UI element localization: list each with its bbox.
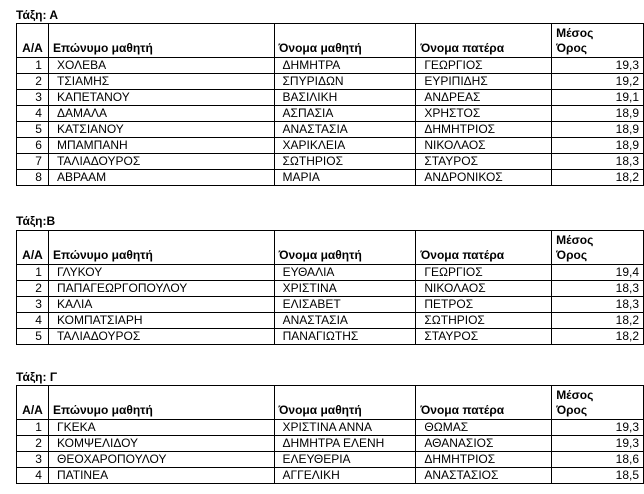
row-num: 4 bbox=[17, 106, 49, 122]
row-average: 19,2 bbox=[552, 74, 644, 90]
row-father-name: ΣΤΑΥΡΟΣ bbox=[416, 329, 552, 345]
section-title: Τάξη: Α bbox=[16, 8, 59, 22]
row-num: 6 bbox=[17, 138, 49, 154]
row-average: 18,2 bbox=[552, 313, 644, 329]
row-surname: ΚΟΜΠΑΤΣΙΑΡΗ bbox=[48, 313, 274, 329]
header-average bbox=[552, 24, 644, 58]
row-father-name: ΑΝΑΣΤΑΣΙΟΣ bbox=[416, 468, 552, 484]
row-surname: ΤΑΛΙΑΔΟΥΡΟΣ bbox=[48, 329, 274, 345]
row-father-name: ΔΗΜΗΤΡΙΟΣ bbox=[416, 452, 552, 468]
row-father-name: ΕΥΡΙΠΙΔΗΣ bbox=[416, 74, 552, 90]
row-father-name: ΠΕΤΡΟΣ bbox=[416, 297, 552, 313]
row-num: 5 bbox=[17, 329, 49, 345]
header-average bbox=[552, 386, 644, 420]
row-average: 18,2 bbox=[552, 329, 644, 345]
row-average: 18,5 bbox=[552, 468, 644, 484]
row-average: 18,3 bbox=[552, 281, 644, 297]
row-num: 4 bbox=[17, 313, 49, 329]
row-num: 2 bbox=[17, 74, 49, 90]
grades-table bbox=[16, 23, 644, 186]
row-average: 18,9 bbox=[552, 138, 644, 154]
row-average: 19,3 bbox=[552, 436, 644, 452]
row-num: 5 bbox=[17, 122, 49, 138]
row-average: 19,4 bbox=[552, 265, 644, 281]
row-average: 19,1 bbox=[552, 90, 644, 106]
row-father-name: ΓΕΩΡΓΙΟΣ bbox=[416, 265, 552, 281]
row-father-name: ΑΝΔΡΕΑΣ bbox=[416, 90, 552, 106]
row-num: 1 bbox=[17, 420, 49, 436]
row-first-name: ΧΑΡΙΚΛΕΙΑ bbox=[274, 138, 416, 154]
row-surname: ΤΣΙΑΜΗΣ bbox=[48, 74, 274, 90]
table-row bbox=[17, 90, 644, 106]
row-first-name: ΕΛΕΥΘΕΡΙΑ bbox=[274, 452, 416, 468]
row-first-name: ΧΡΙΣΤΙΝΑ bbox=[274, 281, 416, 297]
header-surname: Επώνυμο μαθητή bbox=[48, 386, 274, 420]
row-average: 18,6 bbox=[552, 452, 644, 468]
table-row bbox=[17, 154, 644, 170]
header-average-line1: Μέσος bbox=[556, 26, 594, 40]
row-num: 1 bbox=[17, 265, 49, 281]
row-average: 19,3 bbox=[552, 420, 644, 436]
row-surname: ΑΒΡΑΑΜ bbox=[48, 170, 274, 186]
row-average: 18,3 bbox=[552, 154, 644, 170]
table-row bbox=[17, 452, 644, 468]
row-father-name: ΓΕΩΡΓΙΟΣ bbox=[416, 58, 552, 74]
row-num: 7 bbox=[17, 154, 49, 170]
class-a-section bbox=[0, 0, 644, 200]
header-num: Α/Α bbox=[17, 386, 49, 420]
row-father-name: ΣΤΑΥΡΟΣ bbox=[416, 154, 552, 170]
row-average: 18,9 bbox=[552, 106, 644, 122]
table-header-row bbox=[17, 24, 644, 58]
row-father-name: ΝΙΚΟΛΑΟΣ bbox=[416, 138, 552, 154]
row-surname: ΧΟΛΕΒΑ bbox=[48, 58, 274, 74]
header-father-name: Όνομα πατέρα bbox=[416, 386, 552, 420]
table-row bbox=[17, 74, 644, 90]
header-average-line1: Μέσος bbox=[556, 388, 594, 402]
row-average: 18,9 bbox=[552, 122, 644, 138]
row-surname: ΚΟΜΨΕΛΙΔΟΥ bbox=[48, 436, 274, 452]
grades-table bbox=[16, 385, 644, 484]
row-num: 2 bbox=[17, 436, 49, 452]
table-row bbox=[17, 106, 644, 122]
row-father-name: ΣΩΤΗΡΙΟΣ bbox=[416, 313, 552, 329]
section-title: Τάξη:Β bbox=[16, 214, 56, 228]
row-surname: ΚΑΠΕΤΑΝΟΥ bbox=[48, 90, 274, 106]
header-num: Α/Α bbox=[17, 231, 49, 265]
header-average-line2: Όρος bbox=[556, 403, 588, 417]
table-row bbox=[17, 265, 644, 281]
header-first-name: Όνομα μαθητή bbox=[274, 386, 416, 420]
row-surname: ΚΑΤΣΙΑΝΟΥ bbox=[48, 122, 274, 138]
header-num: Α/Α bbox=[17, 24, 49, 58]
row-father-name: ΘΩΜΑΣ bbox=[416, 420, 552, 436]
row-father-name: ΝΙΚΟΛΑΟΣ bbox=[416, 281, 552, 297]
row-average: 18,2 bbox=[552, 170, 644, 186]
row-surname: ΠΑΠΑΓΕΩΡΓΟΠΟΥΛΟΥ bbox=[48, 281, 274, 297]
row-first-name: ΑΓΓΕΛΙΚΗ bbox=[274, 468, 416, 484]
row-surname: ΚΑΛΙΑ bbox=[48, 297, 274, 313]
row-first-name: ΣΠΥΡΙΔΩΝ bbox=[274, 74, 416, 90]
row-first-name: ΜΑΡΙΑ bbox=[274, 170, 416, 186]
table-row bbox=[17, 468, 644, 484]
header-surname: Επώνυμο μαθητή bbox=[48, 24, 274, 58]
table-row bbox=[17, 436, 644, 452]
table-row bbox=[17, 170, 644, 186]
header-surname: Επώνυμο μαθητή bbox=[48, 231, 274, 265]
table-row bbox=[17, 281, 644, 297]
grades-table bbox=[16, 230, 644, 345]
header-father-name: Όνομα πατέρα bbox=[416, 231, 552, 265]
row-surname: ΓΛΥΚΟΥ bbox=[48, 265, 274, 281]
table-row bbox=[17, 58, 644, 74]
row-father-name: ΑΝΔΡΟΝΙΚΟΣ bbox=[416, 170, 552, 186]
header-average-line1: Μέσος bbox=[556, 233, 594, 247]
table-header-row bbox=[17, 386, 644, 420]
table-row bbox=[17, 420, 644, 436]
row-num: 4 bbox=[17, 468, 49, 484]
row-average: 19,3 bbox=[552, 58, 644, 74]
row-surname: ΤΑΛΙΑΔΟΥΡΟΣ bbox=[48, 154, 274, 170]
header-average-line2: Όρος bbox=[556, 41, 588, 55]
table-row bbox=[17, 313, 644, 329]
row-first-name: ΕΥΘΑΛΙΑ bbox=[274, 265, 416, 281]
row-first-name: ΔΗΜΗΤΡΑ bbox=[274, 58, 416, 74]
row-num: 3 bbox=[17, 297, 49, 313]
row-surname: ΓΚΕΚΑ bbox=[48, 420, 274, 436]
row-father-name: ΑΘΑΝΑΣΙΟΣ bbox=[416, 436, 552, 452]
row-father-name: ΔΗΜΗΤΡΙΟΣ bbox=[416, 122, 552, 138]
row-surname: ΔΑΜΑΛΑ bbox=[48, 106, 274, 122]
row-surname: ΠΑΤΙΝΕΑ bbox=[48, 468, 274, 484]
row-first-name: ΧΡΙΣΤΙΝΑ ΑΝΝΑ bbox=[274, 420, 416, 436]
row-num: 2 bbox=[17, 281, 49, 297]
row-surname: ΘΕΟΧΑΡΟΠΟΥΛΟΥ bbox=[48, 452, 274, 468]
table-row bbox=[17, 329, 644, 345]
row-num: 8 bbox=[17, 170, 49, 186]
row-surname: ΜΠΑΜΠΑΝΗ bbox=[48, 138, 274, 154]
row-first-name: ΔΗΜΗΤΡΑ ΕΛΕΝΗ bbox=[274, 436, 416, 452]
row-num: 1 bbox=[17, 58, 49, 74]
row-first-name: ΑΝΑΣΤΑΣΙΑ bbox=[274, 313, 416, 329]
table-row bbox=[17, 138, 644, 154]
header-first-name: Όνομα μαθητή bbox=[274, 24, 416, 58]
table-row bbox=[17, 297, 644, 313]
row-first-name: ΕΛΙΣΑΒΕΤ bbox=[274, 297, 416, 313]
row-num: 3 bbox=[17, 452, 49, 468]
row-first-name: ΑΣΠΑΣΙΑ bbox=[274, 106, 416, 122]
row-average: 18,3 bbox=[552, 297, 644, 313]
header-average bbox=[552, 231, 644, 265]
row-num: 3 bbox=[17, 90, 49, 106]
row-first-name: ΒΑΣΙΛΙΚΗ bbox=[274, 90, 416, 106]
row-first-name: ΑΝΑΣΤΑΣΙΑ bbox=[274, 122, 416, 138]
row-first-name: ΠΑΝΑΓΙΩΤΗΣ bbox=[274, 329, 416, 345]
header-father-name: Όνομα πατέρα bbox=[416, 24, 552, 58]
header-average-line2: Όρος bbox=[556, 248, 588, 262]
row-first-name: ΣΩΤΗΡΙΟΣ bbox=[274, 154, 416, 170]
header-first-name: Όνομα μαθητή bbox=[274, 231, 416, 265]
section-title: Τάξη: Γ bbox=[16, 370, 58, 384]
row-father-name: ΧΡΗΣΤΟΣ bbox=[416, 106, 552, 122]
table-header-row bbox=[17, 231, 644, 265]
table-row bbox=[17, 122, 644, 138]
